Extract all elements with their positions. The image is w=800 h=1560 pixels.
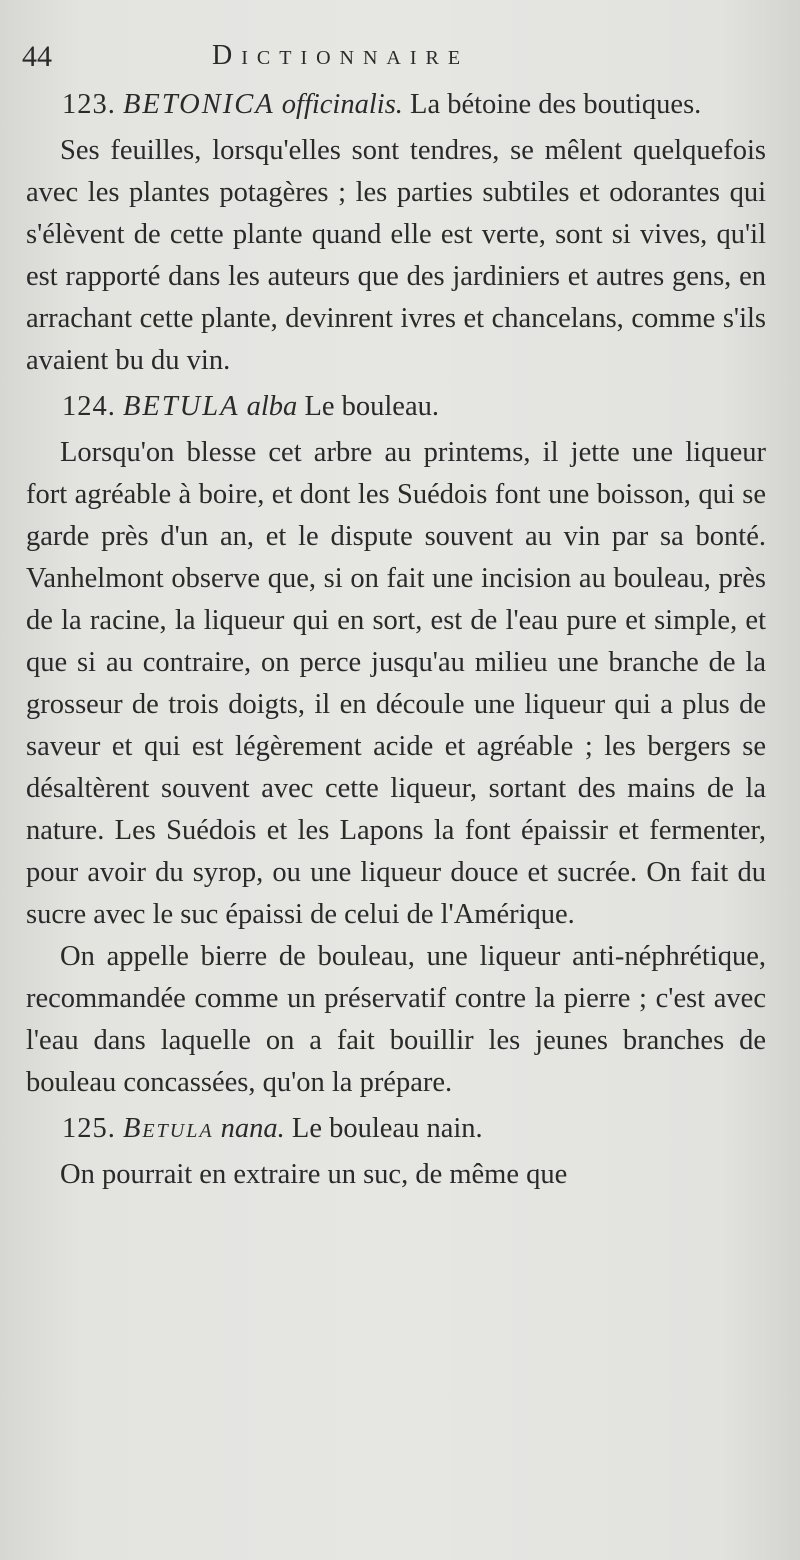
entry-paragraph: Lorsqu'on blesse cet arbre au printems, il jette une liqueur fort agréable à boire, et dont les Suédois font une boisson, qui se garde près d'un an, et le dispute souvent au vin par sa bonté. Vanhelmont observe que, si on fait une incision au bouleau, près de la racine, la liqueur qui en sort, est de l'eau pure et simple, et que si au contraire, on perce jusqu'au milieu une branche de la grosseur de trois doigts, il en découle une liqueur qui a plus de saveur et qui est légèrement acide et agréable ; les bergers se désaltèrent souvent avec cette liqueur, sortant des mains de la nature. Les Suédois et les Lapons la font épaissir et fermenter, pour avoir du syrop, ou une liqueur douce et sucrée. On fait du sucre avec le suc épaissi de celui de l'Amérique.	[26, 437, 766, 930]
entry-heading-125	[26, 1108, 766, 1150]
entry-common-name: La bétoine des boutiques.	[410, 89, 702, 120]
page-body	[26, 84, 766, 1196]
page-header	[22, 36, 770, 80]
entry-paragraph: Ses feuilles, lorsqu'elles sont tendres, se mêlent quelquefois avec les plantes potagères ; les parties subtiles et odorantes qui s'élèvent de cette plante quand elle est verte, sont si vives, qu'il est rapporté dans les auteurs que des jardiniers et autres gens, en arrachant cette plante, devinrent ivres et chancelans, comme s'ils avaient bu du vin.	[26, 135, 766, 376]
entry-species: officinalis.	[281, 89, 403, 120]
entry-genus: BETONICA	[123, 89, 275, 120]
entry-number: 125.	[62, 1113, 116, 1144]
running-title: Dictionnaire	[212, 40, 470, 71]
entry-genus: BETULA	[123, 391, 240, 422]
entry-heading-123	[26, 84, 766, 126]
entry-common-name: Le bouleau nain.	[291, 1113, 483, 1144]
entry-species: alba	[246, 391, 298, 422]
entry-heading-124	[26, 386, 766, 428]
entry-paragraph: On pourrait en extraire un suc, de même que	[60, 1159, 568, 1190]
page-number: 44	[22, 40, 52, 73]
entry-species: nana.	[220, 1113, 285, 1144]
entry-number: 123.	[62, 89, 116, 120]
entry-genus: Betula	[123, 1113, 214, 1144]
entry-paragraph: On appelle bierre de bouleau, une liqueur anti-néphrétique, recommandée comme un préservatif contre la pierre ; c'est avec l'eau dans laquelle on a fait bouillir les jeunes branches de bouleau concassées, qu'on la prépare.	[26, 941, 766, 1098]
entry-number: 124.	[62, 391, 116, 422]
entry-common-name: Le bouleau.	[304, 391, 439, 422]
